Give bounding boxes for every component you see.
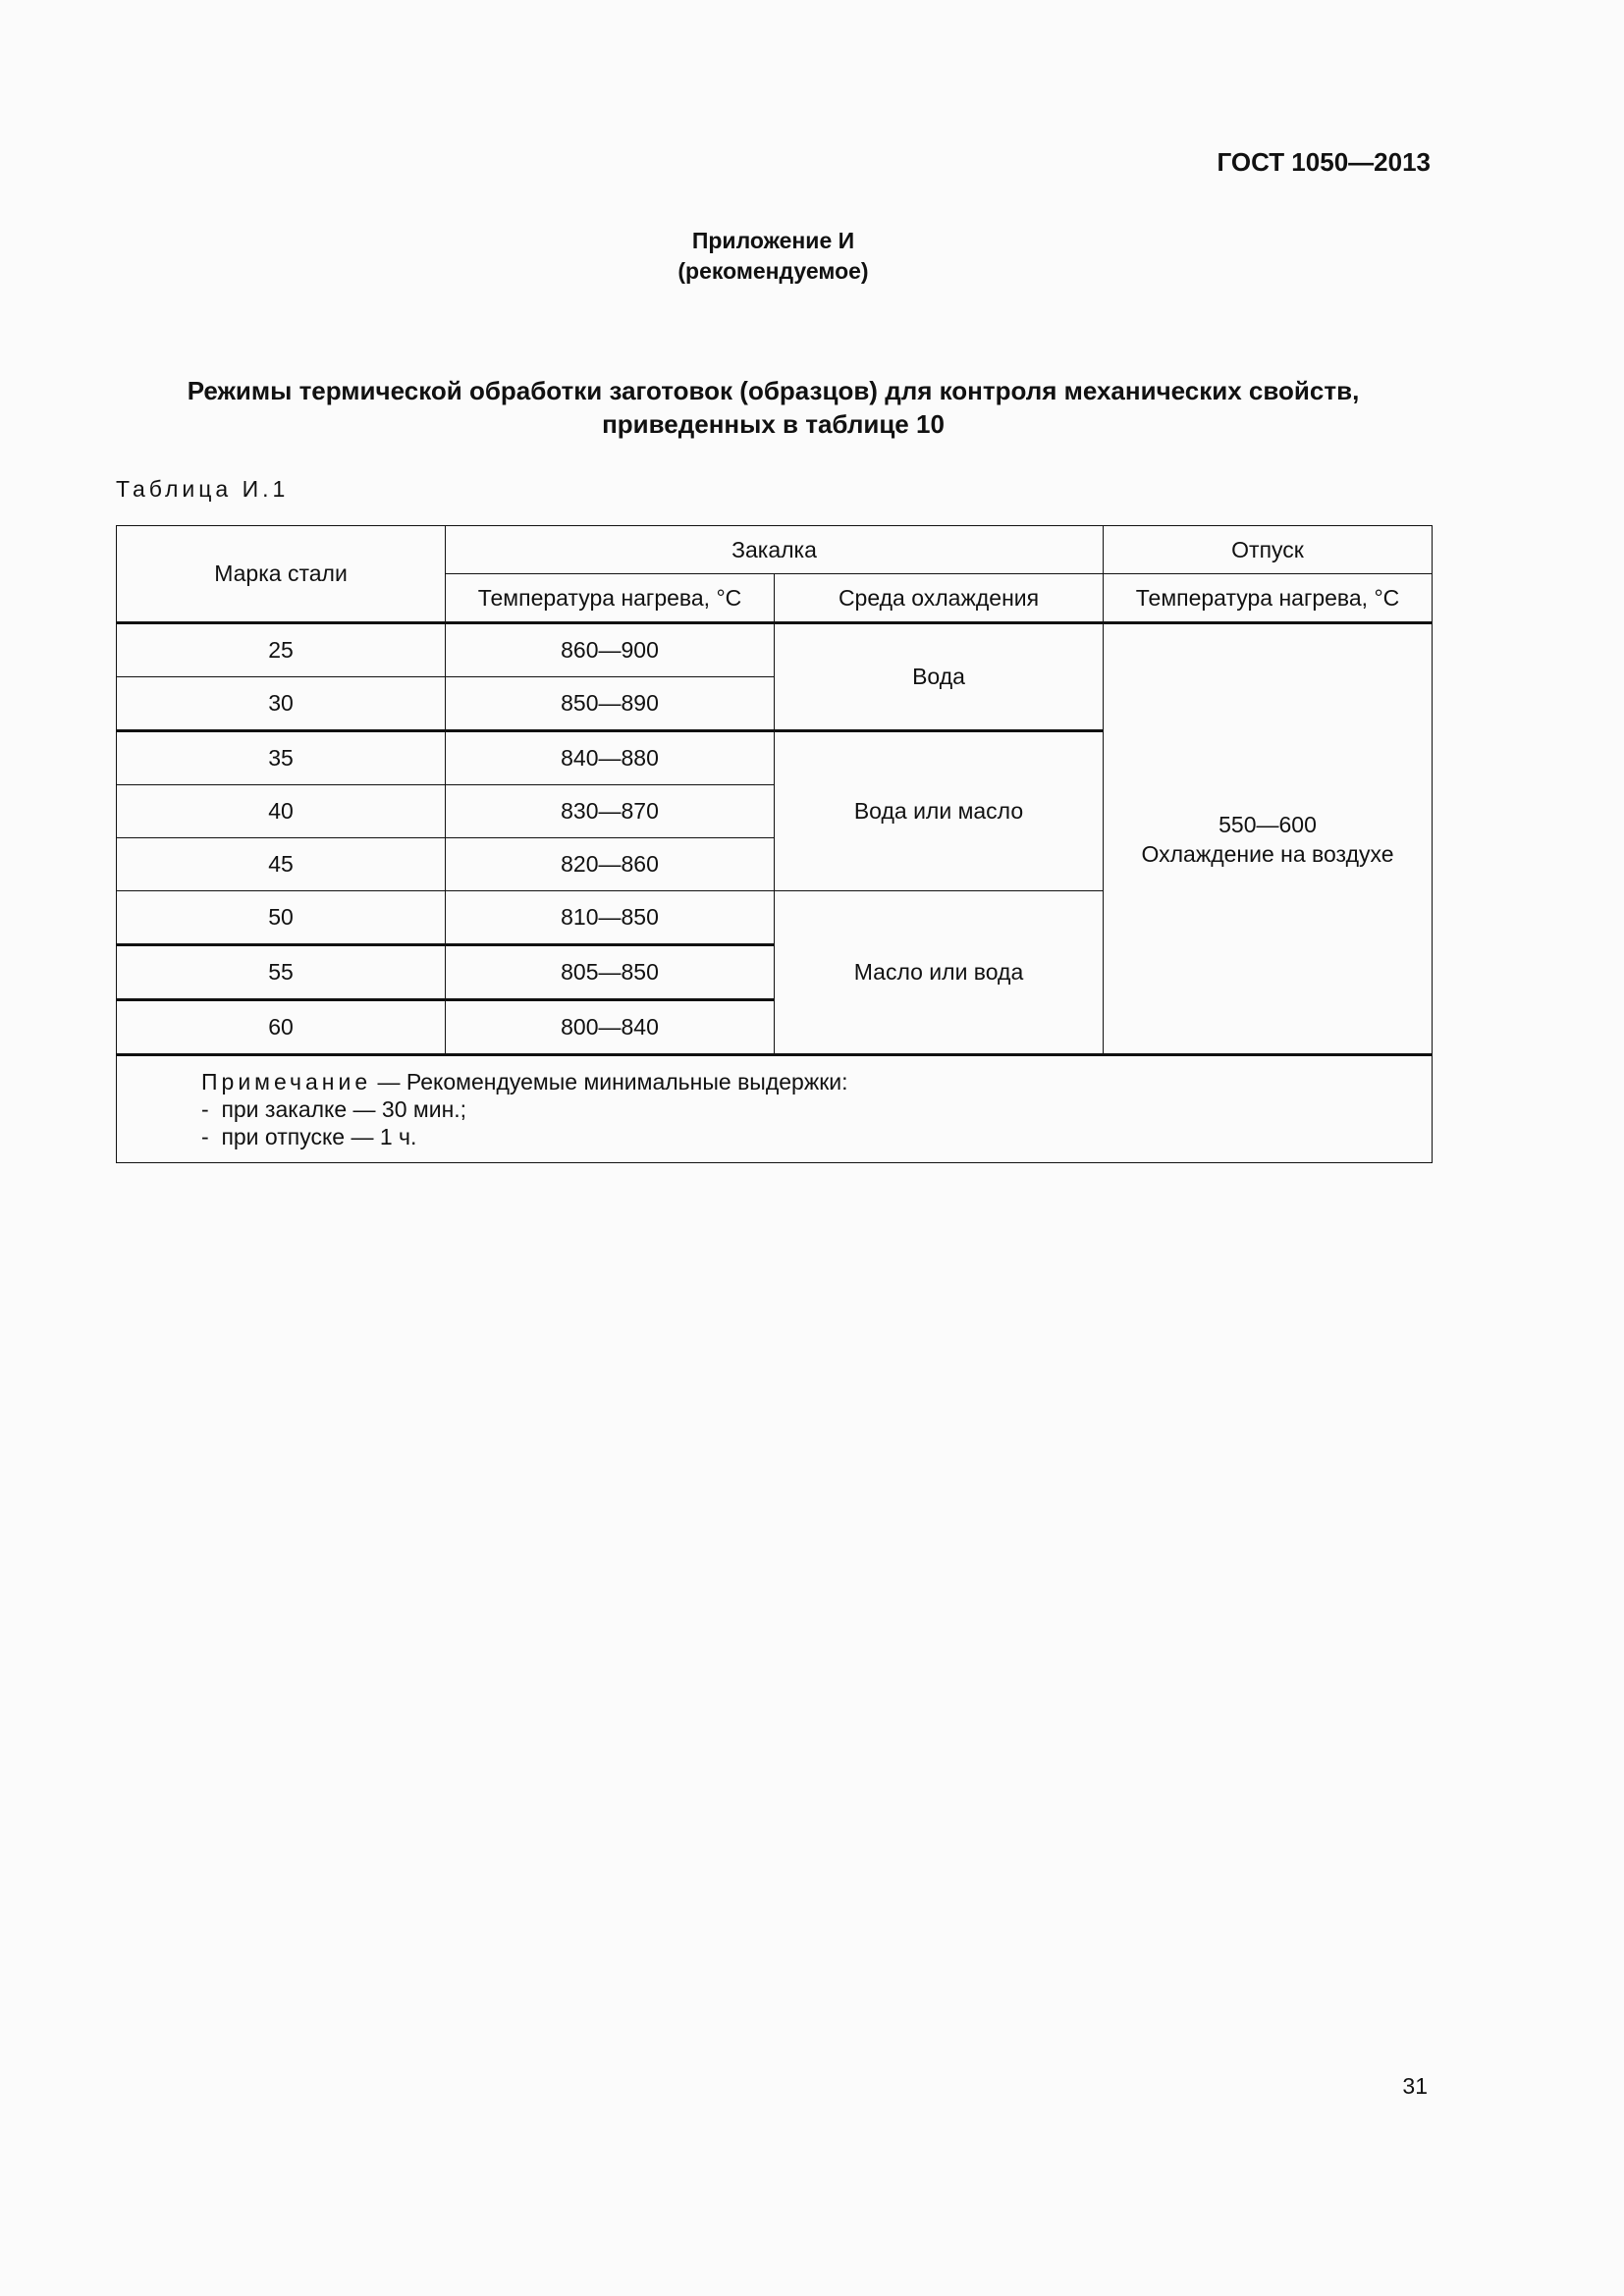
grade-cell: 50: [117, 891, 446, 945]
header-quench-temp: Температура нагрева, °С: [446, 574, 775, 623]
page-title-line-2: приведенных в таблице 10: [602, 409, 945, 439]
temp-cell: 800—840: [446, 1000, 775, 1055]
note-row: [117, 1055, 1433, 1163]
grade-cell: 55: [117, 945, 446, 1000]
temp-cell: 830—870: [446, 785, 775, 838]
note-heading: [201, 1068, 1432, 1095]
header-quenching: Закалка: [446, 526, 1104, 574]
note-text: — Рекомендуемые минимальные выдержки:: [377, 1069, 848, 1095]
page-title-line-1: Режимы термической обработки заготовок (образцов) для контроля механических свойств,: [187, 376, 1360, 405]
grade-cell: 25: [117, 623, 446, 677]
tempering-cell: [1104, 623, 1433, 1055]
temp-cell: 805—850: [446, 945, 775, 1000]
appendix-subtitle: (рекомендуемое): [677, 258, 869, 284]
note-item-tempering: - при отпуске — 1 ч.: [201, 1124, 417, 1149]
temp-cell: 840—880: [446, 731, 775, 785]
grade-cell: 35: [117, 731, 446, 785]
grade-cell: 30: [117, 677, 446, 731]
header-tempering: Отпуск: [1104, 526, 1433, 574]
temp-cell: 850—890: [446, 677, 775, 731]
temp-cell: 860—900: [446, 623, 775, 677]
note-label: Примечание: [201, 1069, 372, 1095]
table-note: [117, 1055, 1433, 1163]
medium-cell: Масло или вода: [775, 891, 1104, 1055]
document-code: ГОСТ 1050—2013: [1217, 147, 1431, 177]
tempering-value: 550—600: [1218, 811, 1317, 837]
page-title: [0, 374, 1546, 441]
header-quench-medium: Среда охлаждения: [775, 574, 1104, 623]
note-item-quenching: - при закалке — 30 мин.;: [201, 1096, 467, 1122]
grade-cell: 45: [117, 838, 446, 891]
appendix-title: Приложение И: [691, 228, 855, 253]
grade-cell: 60: [117, 1000, 446, 1055]
appendix-heading: [0, 226, 1546, 287]
medium-cell: Вода или масло: [775, 731, 1104, 891]
header-temper-temp: Температура нагрева, °С: [1104, 574, 1433, 623]
page-number: 31: [1402, 2073, 1428, 2099]
header-grade: Марка стали: [117, 526, 446, 623]
temp-cell: 820—860: [446, 838, 775, 891]
heat-treatment-table: [116, 525, 1433, 1163]
tempering-note: Охлаждение на воздухе: [1141, 840, 1394, 867]
table-label: Таблица И.1: [116, 476, 290, 502]
temp-cell: 810—850: [446, 891, 775, 945]
grade-cell: 40: [117, 785, 446, 838]
table-row: [117, 623, 1433, 677]
medium-cell: Вода: [775, 623, 1104, 731]
